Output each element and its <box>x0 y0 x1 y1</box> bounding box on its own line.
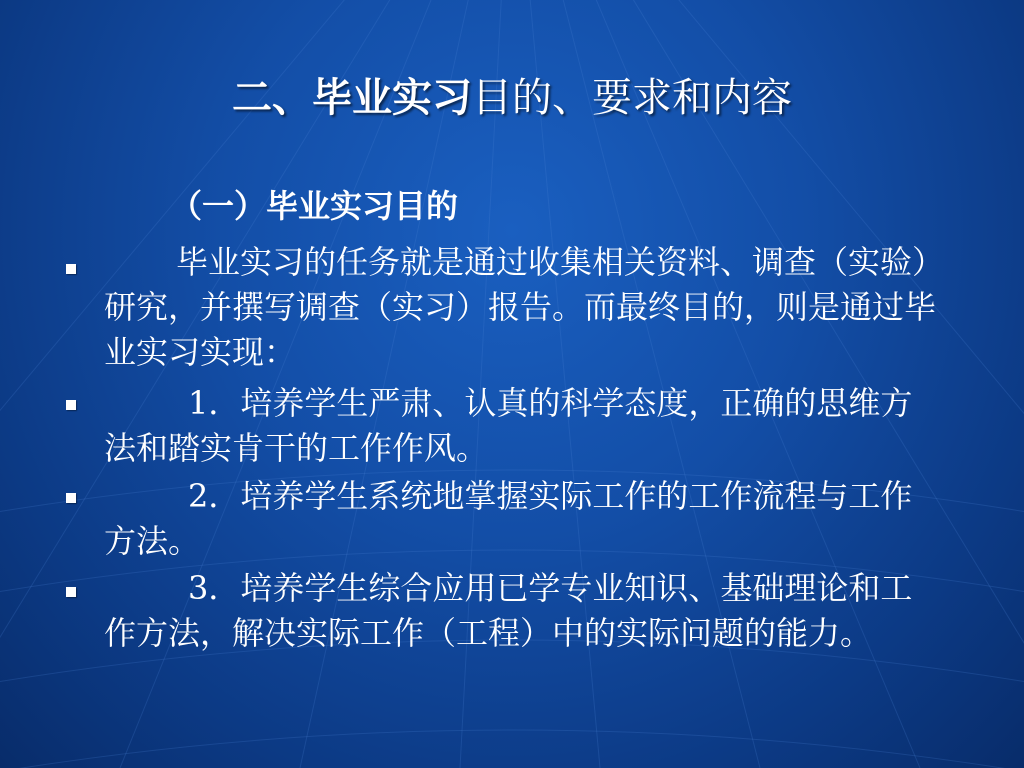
bullet-marker <box>66 493 76 503</box>
bullet-paragraph-intro <box>104 240 944 375</box>
bullet-text: 培养学生系统地掌握实际工作的工作流程与工作方法。 <box>104 477 913 560</box>
bullet-number: 3． <box>188 569 241 607</box>
bullet-marker <box>66 264 76 274</box>
slide-title <box>0 70 1024 126</box>
bullet-marker <box>66 587 76 597</box>
bullet-item-3 <box>104 566 944 656</box>
bullet-item-2 <box>104 474 944 564</box>
bullet-marker <box>66 400 76 410</box>
bullet-text: 毕业实习的任务就是通过收集相关资料、调查（实验）研究，并撰写调查（实习）报告。而最终目的，则是通过毕业实习实现： <box>104 243 945 371</box>
bullet-item-1 <box>104 381 944 471</box>
slide-title-bold: 二、毕业实习 <box>232 74 472 121</box>
bullet-text: 培养学生严肃、认真的科学态度，正确的思维方法和踏实肯干的工作作风。 <box>104 384 913 467</box>
bullet-text: 培养学生综合应用已学专业知识、基础理论和工作方法，解决实际工作（工程）中的实际问题的能力。 <box>104 569 913 652</box>
slide-title-rest: 目的、要求和内容 <box>472 75 792 121</box>
bullet-number: 1． <box>188 384 241 422</box>
bullet-number: 2． <box>188 477 241 515</box>
section-heading: （一）毕业实习目的 <box>170 187 459 225</box>
